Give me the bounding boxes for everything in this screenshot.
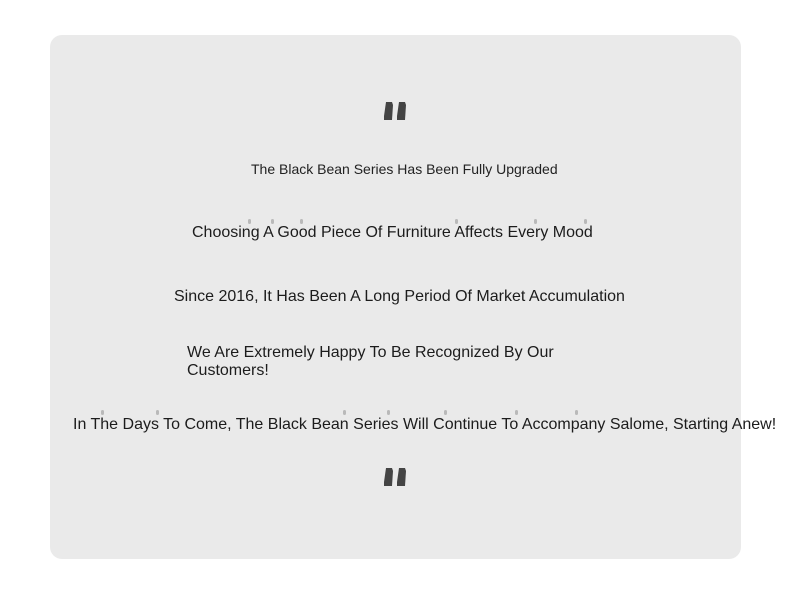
decorative-speck bbox=[156, 410, 159, 415]
quote-icon bbox=[383, 102, 409, 122]
testimonial-line: The Black Bean Series Has Been Fully Upgraded bbox=[251, 161, 558, 177]
decorative-speck bbox=[101, 410, 104, 415]
testimonial-line: Choosing A Good Piece Of Furniture Affects Every Mood bbox=[192, 224, 593, 241]
decorative-speck bbox=[444, 410, 447, 415]
decorative-speck bbox=[515, 410, 518, 415]
quote-icon bbox=[383, 468, 409, 488]
decorative-speck bbox=[387, 410, 390, 415]
decorative-speck bbox=[575, 410, 578, 415]
testimonial-line: In The Days To Come, The Black Bean Series Will Continue To Accompany Salome, Starting Anew! bbox=[73, 416, 777, 433]
testimonial-line: Since 2016, It Has Been A Long Period Of Market Accumulation bbox=[174, 288, 625, 305]
decorative-speck bbox=[343, 410, 346, 415]
testimonial-line: We Are Extremely Happy To Be Recognized By Our Customers! bbox=[187, 344, 554, 379]
